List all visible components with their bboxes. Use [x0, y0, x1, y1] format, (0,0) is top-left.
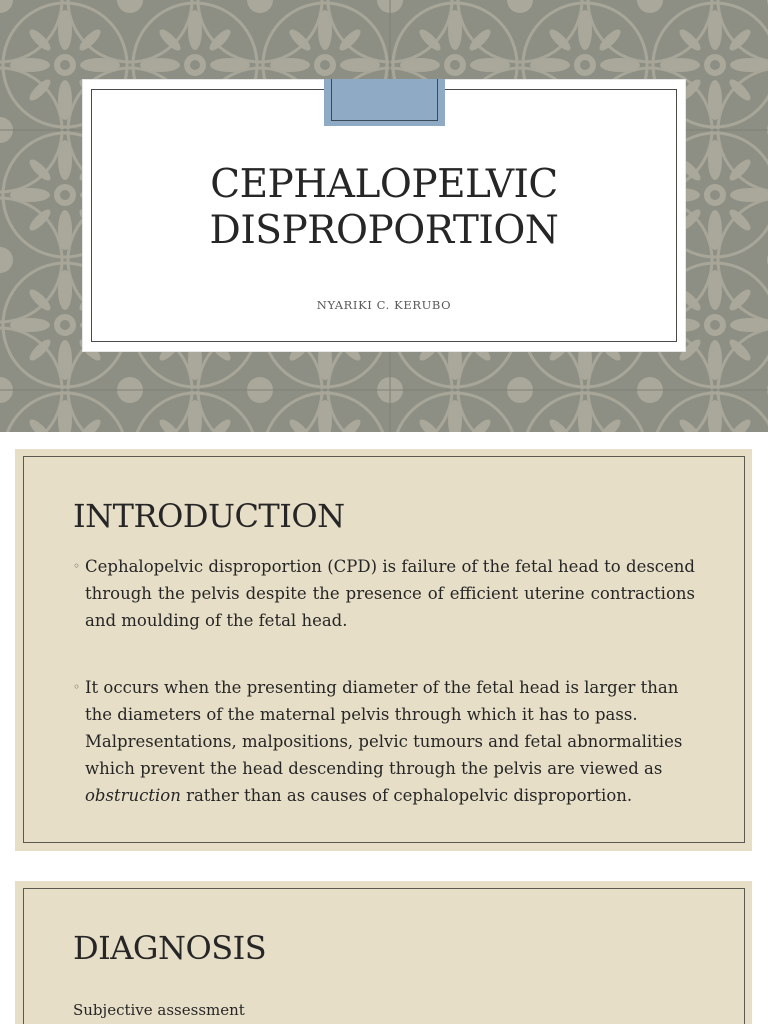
- emphasized-term: obstruction: [85, 786, 181, 805]
- title-accent-tab: [324, 79, 445, 126]
- introduction-slide: [15, 449, 752, 851]
- title-slide: [0, 0, 768, 432]
- title-line-2: DISPROPORTION: [209, 208, 559, 253]
- presentation-title: [83, 162, 685, 254]
- bullet-text-continued: rather than as causes of cephalopelvic disproportion.: [180, 786, 633, 805]
- slide-heading: INTRODUCTION: [73, 497, 345, 535]
- title-card: [82, 79, 686, 352]
- author-name: NYARIKI C. KERUBO: [316, 298, 452, 312]
- bullet-marker: ◦: [73, 680, 81, 694]
- diagnosis-slide: [15, 881, 752, 1024]
- title-line-1: CEPHALOPELVIC: [210, 162, 558, 207]
- bullet-text: Cephalopelvic disproportion (CPD) is failure of the fetal head to descend through the pelvis despite the presence of efficient uterine contractions and moulding of the fetal head.: [85, 557, 695, 630]
- bullet-item: [73, 674, 695, 809]
- subheading: Subjective assessment: [73, 1001, 245, 1019]
- bullet-list: [73, 553, 695, 809]
- bullet-marker: ◦: [73, 559, 81, 573]
- title-accent-tab-border: [331, 79, 438, 121]
- bullet-text: It occurs when the presenting diameter of the fetal head is larger than the diameters of the maternal pelvis through which it has to pass. Malpresentations, malpositions, pelvic tumours and fetal abnormalities which prevent the head descending through the pelvis are viewed as: [85, 678, 683, 778]
- slide-heading: DIAGNOSIS: [73, 929, 267, 967]
- bullet-item: [73, 553, 695, 634]
